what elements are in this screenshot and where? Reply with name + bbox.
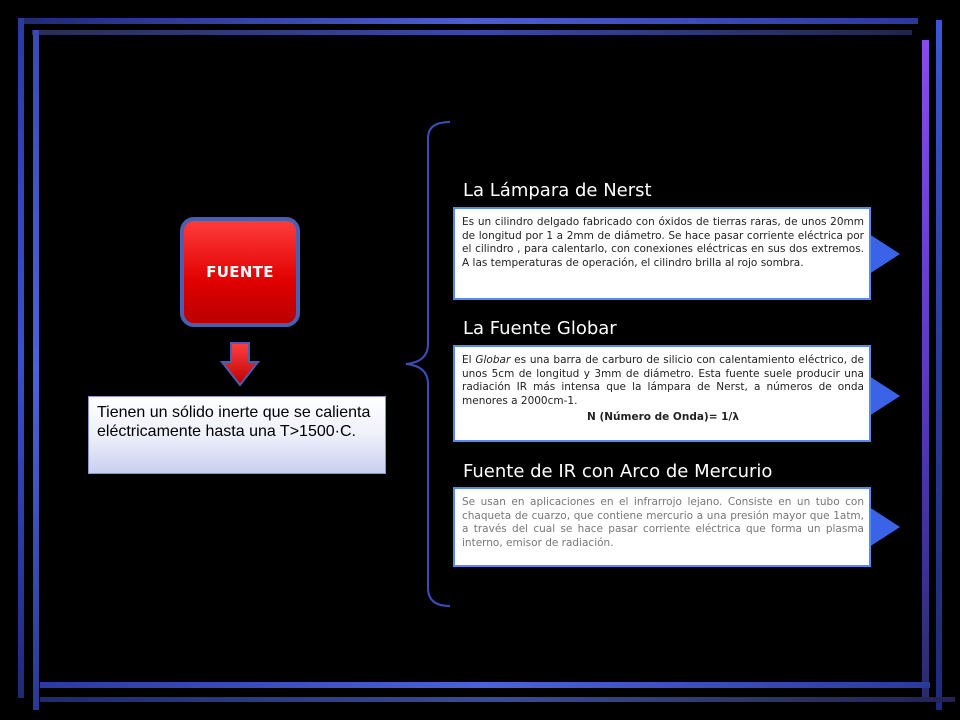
- globar-text-pre: El: [462, 354, 476, 366]
- nerst-text: Es un cilindro delgado fabricado con óxidos de tierras raras, de unos 20mm de longitud por 1 a 2mm de diámetro. Se hace pasar corriente eléctrica por el cilindro , para calentarlo, con conexiones eléctricas en sus dos extremos. A las temperaturas de operación, el cilindro brilla al rojo sombra.: [462, 216, 864, 269]
- globar-text-em: Globar: [475, 354, 511, 366]
- frame-right-outer-bar: [936, 20, 942, 710]
- globar-arrow-tab-icon: [866, 374, 902, 418]
- frame-bottom-bar: [40, 682, 930, 688]
- mercury-arc-text: Se usan en aplicaciones en el infrarrojo lejano. Consiste en un tubo con chaqueta de cuarzo, que contiene mercurio a una presión mayor que 1atm, a través del cual se hace pasar corriente eléctrica que forma un plasma interno, emisor de radiación.: [462, 496, 864, 549]
- fuente-box: [180, 217, 300, 327]
- frame-bottom-inner-bar: [40, 697, 955, 702]
- down-arrow-icon: [220, 342, 260, 387]
- nerst-card: [453, 207, 871, 300]
- mercury-arc-title: Fuente de IR con Arco de Mercurio: [463, 461, 773, 482]
- frame-right-bar: [922, 40, 929, 700]
- wavenumber-formula: N (Número de Onda)= 1/λ: [587, 411, 739, 423]
- mercury-arc-card: [453, 487, 871, 567]
- source-description-box: [88, 396, 386, 474]
- mercury-arrow-tab-icon: [866, 505, 902, 549]
- globar-text-post: es una barra de carburo de silicio con calentamiento eléctrico, de unos 5cm de longitud y 3mm de diámetro. Esta fuente suele producir una radiación IR más intensa que la lámpara de Nerst, a números de onda menores a 2000cm-1.: [462, 354, 864, 407]
- frame-left-bar: [18, 18, 24, 698]
- frame-top-inner-bar: [32, 30, 912, 35]
- source-description-text: Tienen un sólido inerte que se calienta eléctricamente hasta una T>1500·C.: [97, 404, 371, 440]
- frame-top-bar: [18, 18, 918, 24]
- globar-title: La Fuente Globar: [463, 318, 617, 339]
- nerst-title: La Lámpara de Nerst: [463, 180, 652, 201]
- fuente-label: FUENTE: [206, 263, 274, 281]
- grouping-brace: [400, 118, 460, 610]
- nerst-arrow-tab-icon: [866, 232, 902, 276]
- frame-left-inner-bar: [33, 30, 39, 710]
- globar-card: [453, 345, 871, 442]
